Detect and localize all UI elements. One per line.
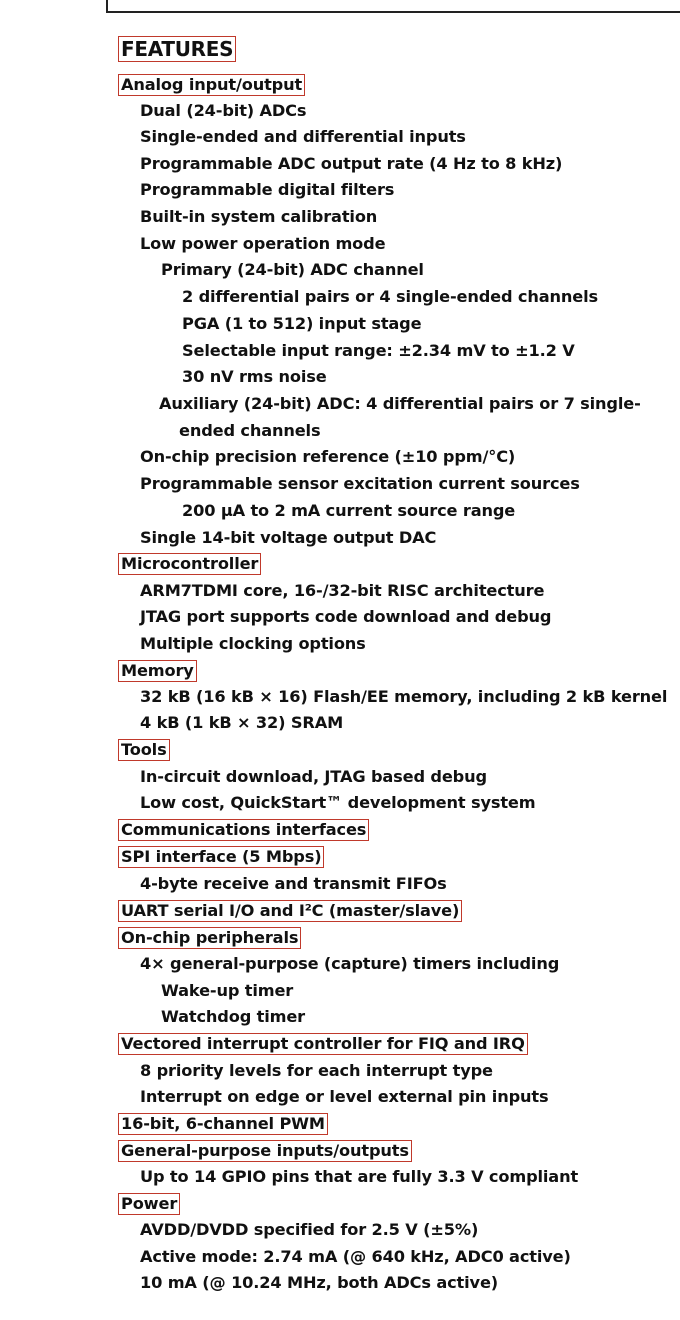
feature-item: Single-ended and differential inputs [140,127,466,146]
feature-item: Single 14-bit voltage output DAC [140,528,437,547]
section-heading: General-purpose inputs/outputs [118,1140,412,1162]
feature-subitem: Selectable input range: ±2.34 mV to ±1.2 V [182,341,575,360]
feature-item: Interrupt on edge or level external pin inputs [140,1087,549,1106]
feature-item: Multiple clocking options [140,634,366,653]
features-title: FEATURES [118,36,236,62]
feature-item: Low power operation mode [140,234,386,253]
feature-item: Built-in system calibration [140,207,378,226]
feature-subitem: Primary (24-bit) ADC channel [161,260,424,279]
section-heading: 16-bit, 6-channel PWM [118,1113,328,1135]
section-heading: Microcontroller [118,553,261,575]
feature-subitem: Watchdog timer [161,1007,306,1026]
feature-item: 10 mA (@ 10.24 MHz, both ADCs active) [140,1273,499,1292]
feature-item: Up to 14 GPIO pins that are fully 3.3 V compliant [140,1167,579,1186]
feature-subitem: ended channels [179,421,321,440]
feature-subitem: Auxiliary (24-bit) ADC: 4 differential pairs or 7 single- [159,394,641,413]
section-heading: On-chip peripherals [118,927,301,949]
feature-item: Dual (24-bit) ADCs [140,101,307,120]
feature-item: 4-byte receive and transmit FIFOs [140,874,447,893]
feature-item: Active mode: 2.74 mA (@ 640 kHz, ADC0 active) [140,1247,571,1266]
feature-item: On-chip precision reference (±10 ppm/°C) [140,447,516,466]
feature-item: 4× general-purpose (capture) timers including [140,954,560,973]
feature-subitem: 200 µA to 2 mA current source range [182,501,516,520]
feature-item: ARM7TDMI core, 16-/32-bit RISC architecture [140,581,545,600]
section-heading: Vectored interrupt controller for FIQ and IRQ [118,1033,528,1055]
feature-item: Programmable ADC output rate (4 Hz to 8 kHz) [140,154,563,173]
section-heading: Power [118,1193,180,1215]
section-heading: UART serial I/O and I²C (master/slave) [118,900,462,922]
feature-item: Programmable sensor excitation current sources [140,474,580,493]
section-heading: SPI interface (5 Mbps) [118,846,324,868]
feature-item: 8 priority levels for each interrupt type [140,1061,493,1080]
feature-subitem: 2 differential pairs or 4 single-ended channels [182,287,598,306]
feature-item: AVDD/DVDD specified for 2.5 V (±5%) [140,1220,479,1239]
section-heading: Tools [118,739,170,761]
feature-subitem: Wake-up timer [161,981,294,1000]
section-heading: Memory [118,660,197,682]
feature-subitem: PGA (1 to 512) input stage [182,314,422,333]
feature-item: 4 kB (1 kB × 32) SRAM [140,713,344,732]
section-heading: Analog input/output [118,74,305,96]
feature-item: Programmable digital filters [140,180,395,199]
section-heading: Communications interfaces [118,819,369,841]
feature-item: JTAG port supports code download and debug [140,607,552,626]
feature-subitem: 30 nV rms noise [182,367,327,386]
feature-item: Low cost, QuickStart™ development system [140,793,536,812]
feature-item: 32 kB (16 kB × 16) Flash/EE memory, including 2 kB kernel [140,687,668,706]
feature-item: In-circuit download, JTAG based debug [140,767,487,786]
